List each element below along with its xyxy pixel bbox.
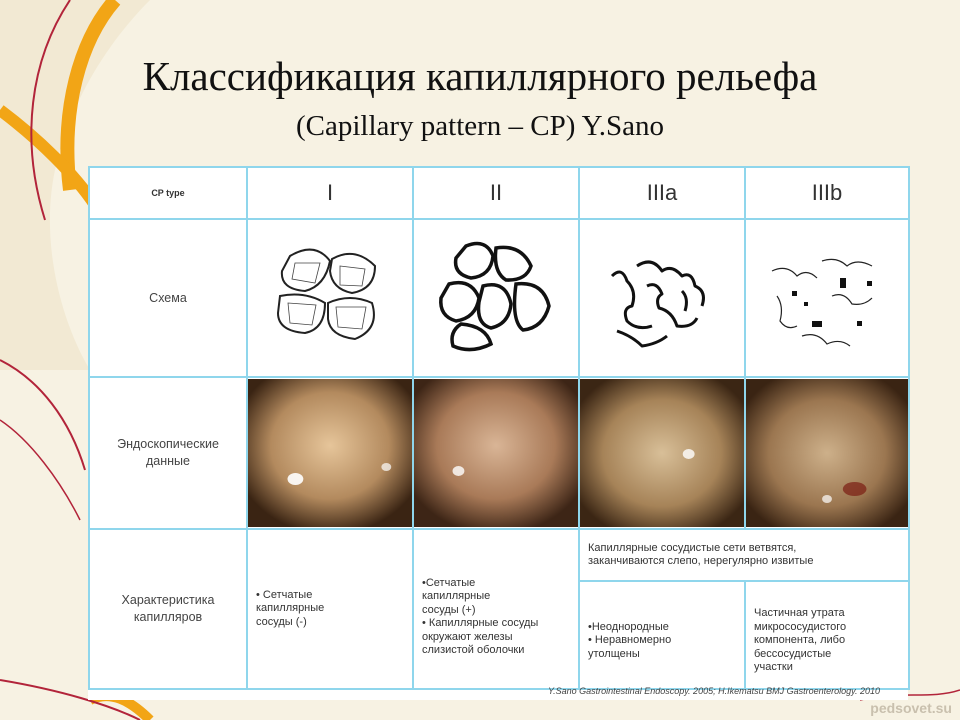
schema-type-iiib [745,219,909,377]
endoscopic-image-type-i [247,377,413,529]
schema-row [89,219,909,377]
type-iiia-header: IIIa [579,167,745,219]
watermark: pedsovet.su [870,700,952,716]
schema-label: Схема [89,219,247,377]
type-i-header: I [247,167,413,219]
type-ii-header: II [413,167,579,219]
characteristics-type-iiib: Частичная утрата микрососудистого компонента, либо бессосудистые участки [745,581,909,689]
page-subtitle: (Capillary pattern – CP) Y.Sano [295,110,665,142]
characteristics-label: Характеристика капилляров [89,529,247,689]
characteristics-row [89,529,909,581]
schema-type-i [247,219,413,377]
citation: Y.Sano Gastrointestinal Endoscopy. 2005; H.Ikematsu BMJ Gastroenterology. 2010 [547,686,880,696]
endoscopic-image-type-ii [413,377,579,529]
characteristics-type-iii-shared: Капиллярные сосудистые сети ветвятся, заканчиваются слепо, нерегулярно извитые [579,529,909,581]
header-row [89,167,909,219]
endoscopic-image-type-iiia [579,377,745,529]
characteristics-type-iiia: •Неоднородные • Неравномерно утолщены [579,581,745,689]
page-title: Классификация капиллярного рельефа [142,53,818,99]
schema-type-ii [413,219,579,377]
cp-type-header: CP type [89,167,247,219]
characteristics-type-ii: •Сетчатые капиллярные сосуды (+) • Капиллярные сосуды окружают железы слизистой оболочки [413,529,579,689]
type-iiib-header: IIIb [745,167,909,219]
characteristics-type-i: • Сетчатые капиллярные сосуды (-) [247,529,413,689]
endoscopic-image-type-iiib [745,377,909,529]
classification-table [88,166,908,700]
endoscopic-row [89,377,909,529]
endoscopic-label: Эндоскопические данные [89,377,247,529]
schema-type-iiia [579,219,745,377]
